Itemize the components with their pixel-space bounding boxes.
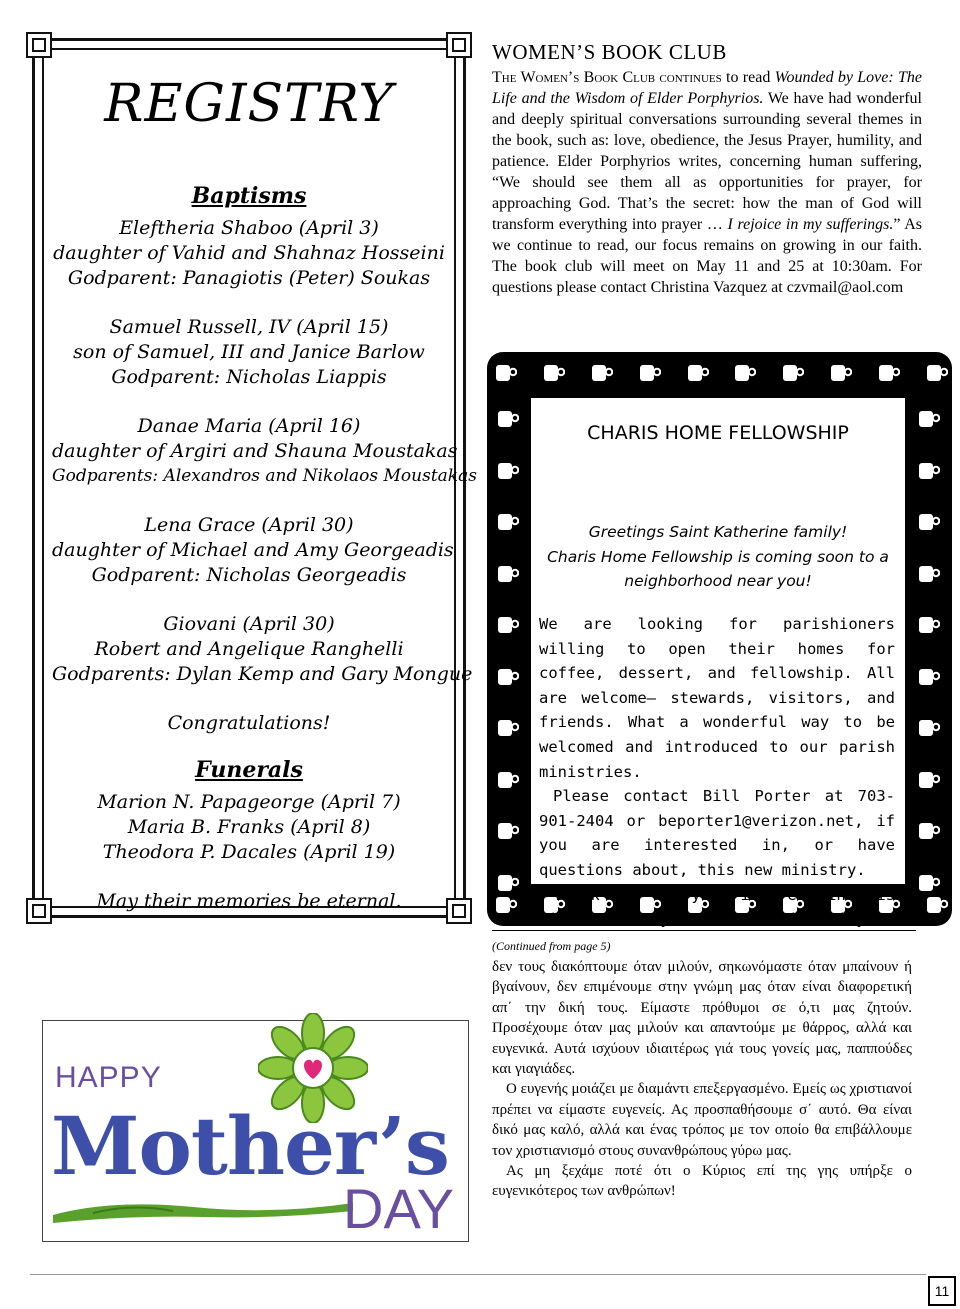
- baptism-name: Giovani (April 30): [163, 613, 335, 635]
- greek-paragraph: δεν τους διακόπτουμε όταν μιλούν, σηκωνόμαστε όταν μπαίνουν ή βγαίνουν, δεν επιμένουμε στην γνώμη μας όταν είναι διαφορετική απ΄ την δική τους. Είμαστε πρόθυμοι σε ό,τι μας ζητούν. Προσέχουμε όταν μας μιλούν και απαντούμε με θάρρος, αλλά και ευγενικά. Αυτά ισχύουν ιδιαιτέρως γιά τους γονείς μας, παππούδες και γιαγιάδες.: [492, 959, 912, 1078]
- book-club-section: [492, 40, 922, 298]
- coffee-cup-icon: [926, 896, 948, 914]
- book-club-title: WOMEN’S BOOK CLUB: [492, 40, 727, 64]
- baptism-godparent: Godparents: Dylan Kemp and Gary Mongue: [52, 663, 473, 685]
- corner-ornament-icon: [446, 898, 472, 924]
- charis-greeting-line: Greetings Saint Katherine family!: [588, 523, 848, 541]
- coffee-cup-icon: [687, 364, 709, 382]
- coffee-cup-icon: [918, 874, 940, 892]
- page-number: 11: [928, 1276, 956, 1306]
- coffee-cup-icon: [918, 616, 940, 634]
- coffee-cup-icon: [918, 513, 940, 531]
- book-club-text: [492, 67, 922, 298]
- coffee-cup-icon: [782, 364, 804, 382]
- grass-swoosh-icon: [53, 1193, 353, 1229]
- congratulations-text: Congratulations!: [167, 712, 331, 734]
- funeral-entry: Theodora P. Dacales (April 19): [102, 841, 396, 863]
- charis-content: [531, 398, 905, 929]
- coffee-cup-icon: [830, 364, 852, 382]
- happy-text: HAPPY: [55, 1061, 162, 1094]
- funeral-entry: Maria B. Franks (April 8): [127, 816, 371, 838]
- registry-box: [32, 38, 477, 918]
- baptism-godparent: Godparent: Panagiotis (Peter) Soukas: [67, 267, 431, 289]
- corner-ornament-icon: [26, 32, 52, 58]
- coffee-cup-icon: [497, 719, 519, 737]
- coffee-cup-icon: [734, 364, 756, 382]
- mothers-text: Mother’s: [51, 1099, 449, 1193]
- baptism-name: Danae Maria (April 16): [137, 415, 361, 437]
- book-club-text-1: to read: [721, 69, 775, 86]
- baptism-godparent: Godparents: Alexandros and Nikolaos Moustakas: [52, 466, 477, 486]
- baptism-entry: [52, 216, 446, 291]
- coffee-cup-icon: [495, 896, 517, 914]
- charis-title: CHARIS HOME FELLOWSHIP: [587, 422, 849, 444]
- coffee-cup-icon: [497, 874, 519, 892]
- book-title: Wounded by Love: The Life and the Wisdom of Elder Porphyrios.: [492, 69, 922, 107]
- day-text: DAY: [343, 1177, 454, 1240]
- coffee-cup-icon: [495, 364, 517, 382]
- coffee-cup-icon: [497, 822, 519, 840]
- section-divider: [492, 930, 916, 931]
- charis-paragraph: Please contact Bill Porter at 703-901-2404 or beporter1@verizon.net, if you are interested in, or have questions about, this new ministry.: [539, 787, 895, 879]
- coffee-cup-icon: [918, 410, 940, 428]
- coffee-cup-icon: [497, 616, 519, 634]
- coffee-cup-icon: [918, 822, 940, 840]
- baptism-godparent: Godparent: Nicholas Liappis: [111, 366, 387, 388]
- coffee-cup-icon: [497, 668, 519, 686]
- baptism-entry: [52, 414, 477, 489]
- baptism-entry: [52, 612, 473, 687]
- mothers-day-graphic: [42, 1020, 469, 1242]
- charis-body: [539, 612, 895, 932]
- charis-greeting-line: Charis Home Fellowship is coming soon to a neighborhood near you!: [547, 547, 889, 590]
- baptisms-heading: Baptisms: [191, 183, 307, 209]
- coffee-cup-icon: [543, 364, 565, 382]
- baptism-name: Samuel Russell, IV (April 15): [109, 316, 389, 338]
- baptism-parents: Robert and Angelique Ranghelli: [94, 638, 404, 660]
- baptism-name: Lena Grace (April 30): [144, 514, 354, 536]
- baptism-parents: son of Samuel, III and Janice Barlow: [73, 341, 425, 363]
- continued-note: (Continued from page 5): [492, 939, 611, 953]
- registry-content: [52, 74, 477, 914]
- coffee-cup-icon: [918, 462, 940, 480]
- charis-fellowship-box: [487, 352, 952, 929]
- coffee-cup-icon: [497, 410, 519, 428]
- baptism-name: Eleftheria Shaboo (April 3): [119, 217, 379, 239]
- coffee-cup-icon: [918, 565, 940, 583]
- coffee-cup-icon: [497, 462, 519, 480]
- book-quote: I rejoice in my sufferings.: [727, 216, 894, 233]
- coffee-cup-icon: [926, 364, 948, 382]
- charis-paragraph: Thank you for your interest in this vital ministry to our church family.: [539, 885, 895, 929]
- greek-continuation: [492, 930, 912, 1202]
- coffee-cup-icon: [918, 771, 940, 789]
- coffee-cup-icon: [497, 771, 519, 789]
- coffee-cup-icon: [878, 364, 900, 382]
- baptism-entry: [52, 315, 446, 390]
- baptism-parents: daughter of Vahid and Shahnaz Hosseini: [53, 242, 445, 264]
- book-club-text-2: We have had wonderful and deeply spiritual conversations surrounding several themes in the book, such as: love, obedience, the Jesus Prayer, humility, and patience. Elder Porphyrios writes, concerning human suffering, “We should see them all as opportunities for prayer, for approaching God. That’s the secret: how the man of God will transform everything into prayer …: [492, 90, 922, 233]
- funerals-heading: Funerals: [195, 757, 303, 783]
- baptism-parents: daughter of Michael and Amy Georgeadis: [52, 539, 454, 561]
- baptism-parents: daughter of Argiri and Shauna Moustakas: [52, 440, 458, 462]
- coffee-cup-icon: [639, 364, 661, 382]
- book-club-lead: The Women’s Book Club continues: [492, 69, 722, 86]
- book-club-text-3: ” As we continue to read, our focus remains on growing in our faith. The book club will meet on May 11 and 25 at 10:30am. For questions please contact Christina Vazquez at czvmail@aol.com: [492, 216, 922, 296]
- charis-greeting: [531, 520, 905, 594]
- coffee-cup-icon: [497, 513, 519, 531]
- corner-ornament-icon: [26, 898, 52, 924]
- registry-title: REGISTRY: [104, 74, 394, 134]
- baptism-entry: [52, 513, 454, 588]
- coffee-cup-icon: [918, 668, 940, 686]
- greek-paragraph: Ας μη ξεχάμε ποτέ ότι ο Κύριος επί της γης υπήρξε ο ευγενικότερος των ανθρώπων!: [492, 1163, 912, 1200]
- coffee-cup-icon: [918, 719, 940, 737]
- baptism-godparent: Godparent: Nicholas Georgeadis: [91, 564, 407, 586]
- funerals-list: [52, 790, 446, 865]
- coffee-cup-icon: [591, 364, 613, 382]
- coffee-cup-icon: [497, 565, 519, 583]
- funeral-entry: Marion N. Papageorge (April 7): [97, 791, 401, 813]
- charis-paragraph: We are looking for parishioners willing to open their homes for coffee, dessert, and fellowship. All are welcome— stewards, visitors, and friends. What a wonderful way to be welcomed and introduced to our parish ministries.: [539, 615, 895, 781]
- memory-text: May their memories be eternal.: [96, 890, 402, 912]
- corner-ornament-icon: [446, 32, 472, 58]
- greek-paragraph: Ο ευγενής μοιάζει με διαμάντι επεξεργασμένο. Εμείς ως χριστιανοί πρέπει να είμαστε ευγενείς. Ας προσπαθήσουμε σ΄ αυτό. Θα είναι δικό μας καλό, αλλά και ένας τρόπος με τον οποίο θα επιβάλλουμε τον χριστιανισμό στους συνανθρώπους γύρω μας.: [492, 1081, 912, 1159]
- footer-rule: [30, 1274, 926, 1275]
